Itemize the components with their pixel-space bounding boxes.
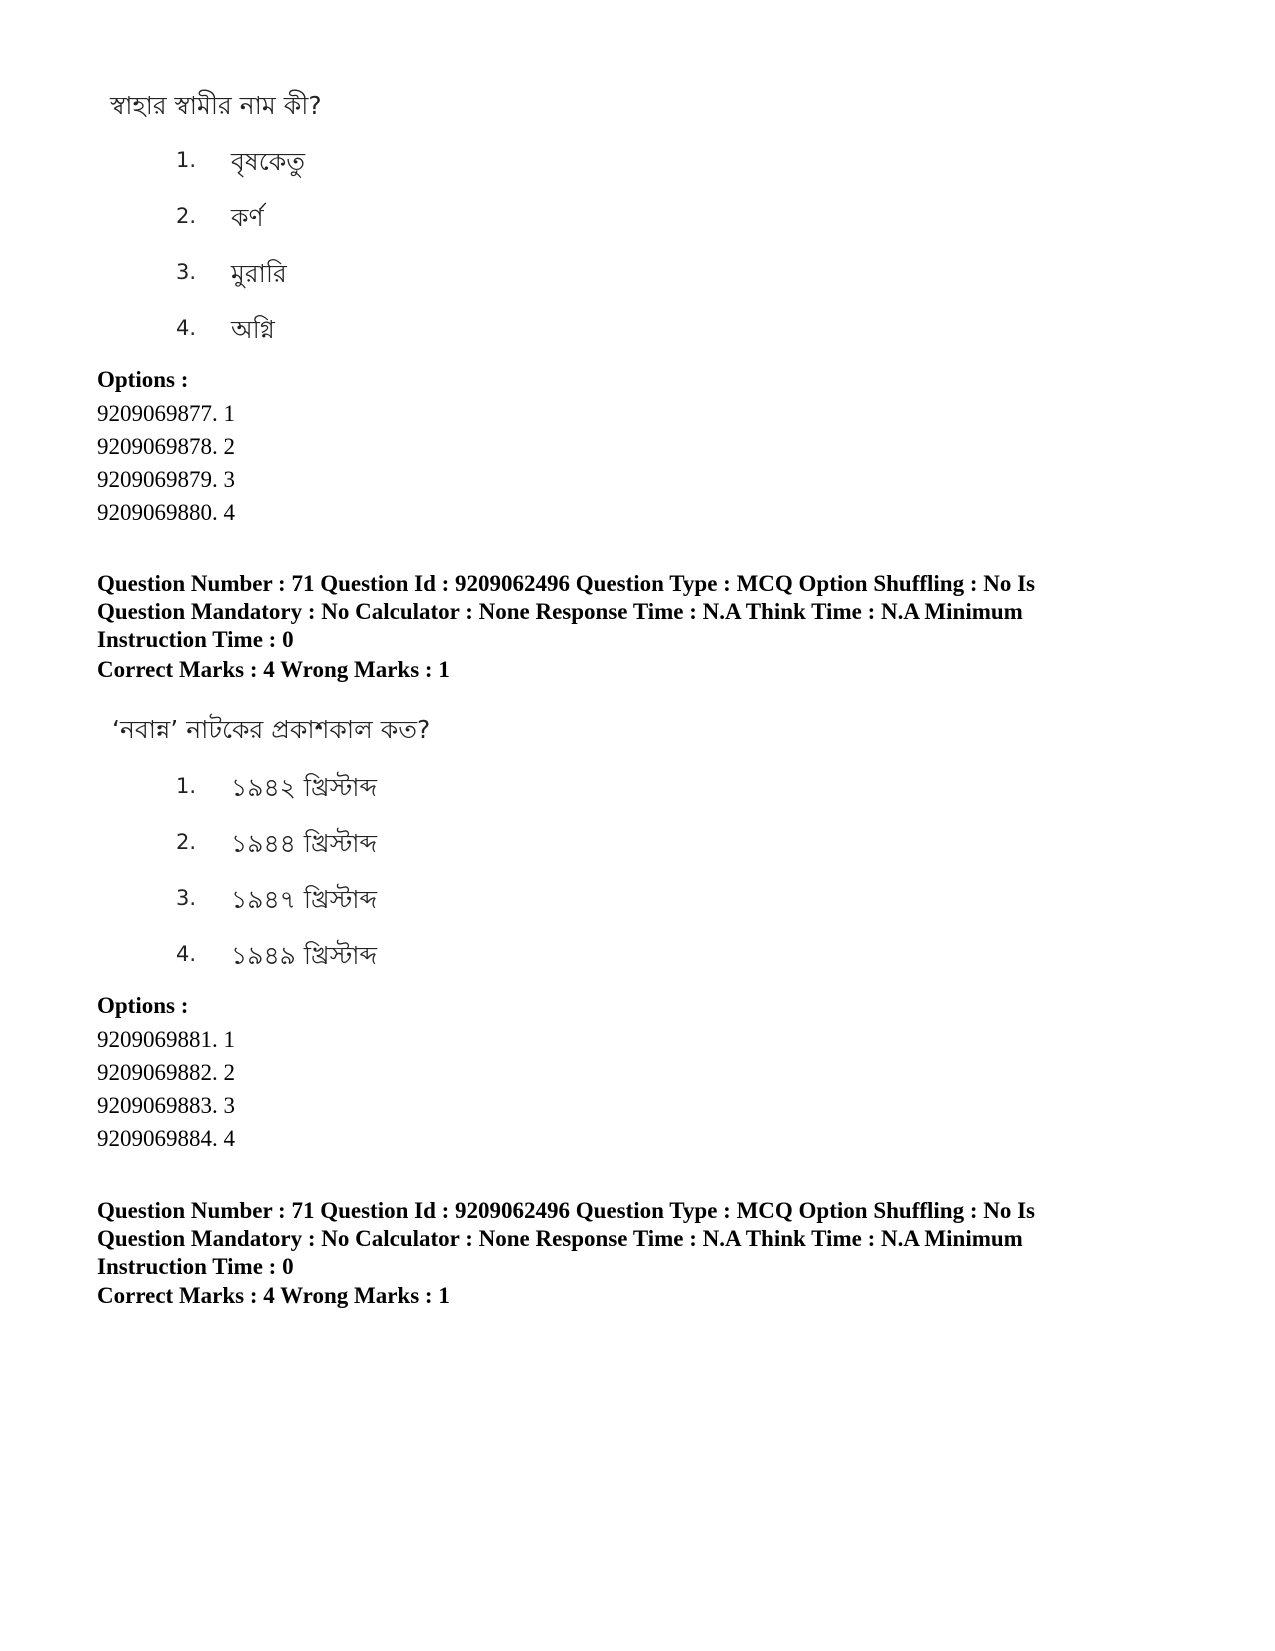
question-text: স্বাহার স্বামীর নাম কী? (110, 91, 322, 120)
choice-number: 2. (176, 830, 197, 854)
option-id: 9209069880. 4 (97, 500, 235, 525)
choice-number: 3. (176, 886, 197, 910)
options-label: Options : (97, 367, 189, 392)
question-text: ‘নবান্ন’ নাটকের প্রকাশকাল কত? (112, 715, 431, 744)
options-label: Options : (97, 993, 189, 1018)
option-id: 9209069884. 4 (97, 1126, 235, 1151)
option-id: 9209069883. 3 (97, 1093, 235, 1118)
option-id: 9209069879. 3 (97, 467, 235, 492)
meta-line: Instruction Time : 0 (97, 1254, 294, 1279)
choice-text: ১৯৪২ খ্রিস্টাব্দ (231, 773, 378, 802)
meta-line: Question Number : 71 Question Id : 9209062496 Question Type : MCQ Option Shuffling : No Is (97, 571, 1036, 596)
marks-line: Correct Marks : 4 Wrong Marks : 1 (97, 1283, 450, 1308)
choice-text: কর্ণ (231, 203, 264, 232)
option-id: 9209069881. 1 (97, 1027, 235, 1052)
choice-number: 4. (176, 942, 197, 966)
meta-line: Question Mandatory : No Calculator : None Response Time : N.A Think Time : N.A Minimum (97, 1226, 1023, 1251)
option-id: 9209069877. 1 (97, 401, 235, 426)
marks-line: Correct Marks : 4 Wrong Marks : 1 (97, 657, 450, 682)
choice-number: 1. (176, 148, 197, 172)
option-id-list (97, 1023, 235, 1155)
option-id: 9209069882. 2 (97, 1060, 235, 1085)
option-id: 9209069878. 2 (97, 434, 235, 459)
meta-line: Instruction Time : 0 (97, 627, 294, 652)
choice-text: ১৯৪৯ খ্রিস্টাব্দ (231, 941, 378, 970)
choice-text: মুরারি (231, 259, 287, 288)
meta-line: Question Number : 71 Question Id : 9209062496 Question Type : MCQ Option Shuffling : No Is (97, 1198, 1036, 1223)
question-meta (97, 570, 1237, 654)
choice-number: 2. (176, 204, 197, 228)
question-meta (97, 1197, 1237, 1281)
choice-number: 4. (176, 316, 197, 340)
choice-text: ১৯৪৪ খ্রিস্টাব্দ (231, 829, 378, 858)
choice-number: 1. (176, 774, 197, 798)
choice-number: 3. (176, 260, 197, 284)
choice-text: ১৯৪৭ খ্রিস্টাব্দ (231, 885, 378, 914)
option-id-list (97, 397, 235, 529)
choice-text: অগ্নি (231, 315, 275, 344)
choice-text: বৃষকেতু (231, 147, 305, 176)
meta-line: Question Mandatory : No Calculator : None Response Time : N.A Think Time : N.A Minimum (97, 599, 1023, 624)
